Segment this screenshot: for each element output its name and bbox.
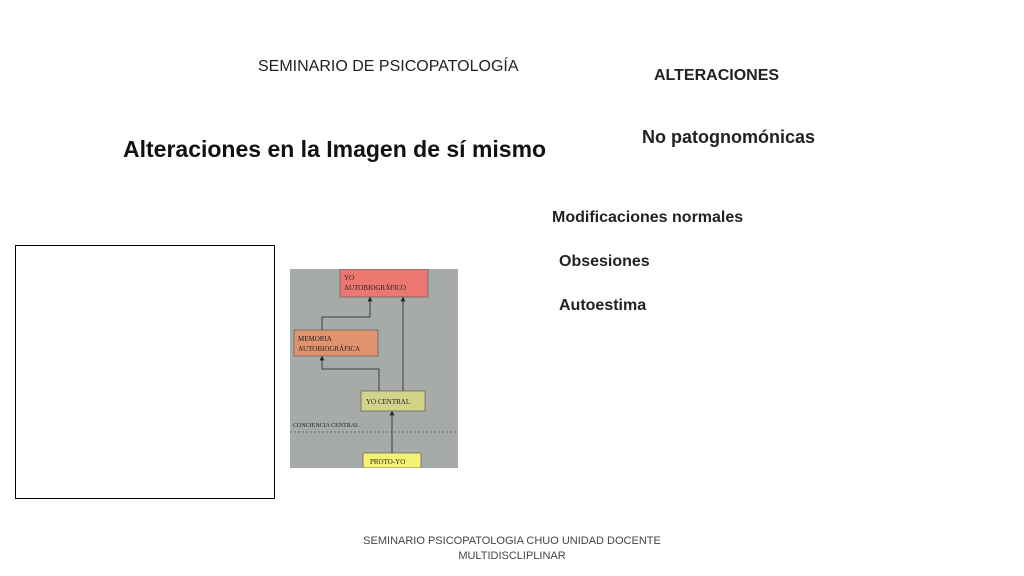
conciencia-central-label: CONCIENCIA CENTRAL — [293, 423, 359, 429]
seminar-title: SEMINARIO DE PSICOPATOLOGÍA — [258, 58, 519, 75]
slide-title: Alteraciones en la Imagen de sí mismo — [123, 136, 547, 162]
list-item: Autoestima — [559, 297, 647, 314]
yo-autobiografico-label: AUTOBIOGRÁFICO — [344, 284, 407, 292]
self-diagram — [290, 269, 458, 468]
list-item: Modificaciones normales — [552, 209, 744, 226]
section-label: ALTERACIONES — [654, 67, 780, 84]
proto-yo-label: PROTO-YO — [370, 458, 406, 466]
yo-autobiografico-label: YO — [344, 274, 355, 282]
memoria-autobiografica-label: AUTOBIOGRÁFICA — [298, 345, 361, 353]
yo-central-label: YO CENTRAL — [366, 398, 411, 406]
list-item: Obsesiones — [559, 253, 650, 270]
image-placeholder-box — [15, 245, 275, 499]
memoria-autobiografica-label: MEMORIA — [298, 335, 332, 343]
diagram-background — [290, 269, 458, 468]
footer-text: SEMINARIO PSICOPATOLOGIA CHUO UNIDAD DOCENTE MULTIDISCLIPLINAR — [363, 535, 661, 562]
subtitle: No patognomónicas — [642, 127, 816, 147]
